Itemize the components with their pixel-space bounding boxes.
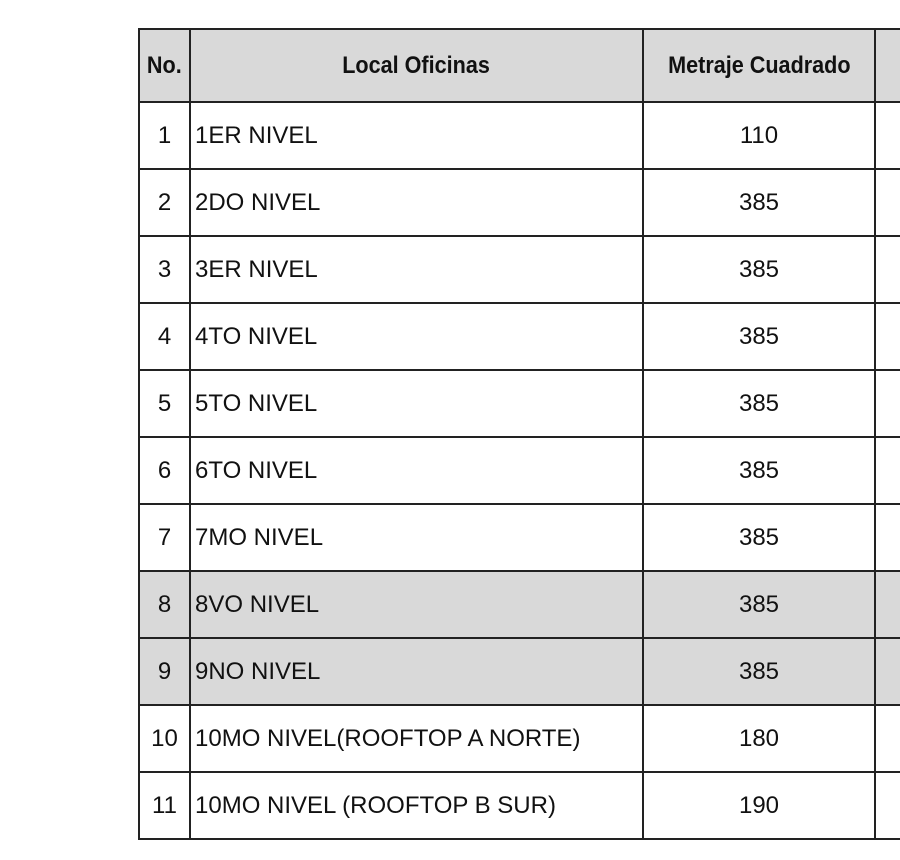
table-row [139,169,900,236]
cell-number: 1 [139,102,190,169]
office-space-table [138,28,900,840]
cell-extra [875,772,900,839]
column-header-local-oficinas: Local Oficinas [190,29,643,102]
cell-number: 11 [139,772,190,839]
cell-number: 2 [139,169,190,236]
cell-local-name: 10MO NIVEL(ROOFTOP A NORTE) [190,705,643,772]
table-row [139,370,900,437]
cell-square-meters: 385 [643,437,875,504]
cell-extra [875,169,900,236]
cell-extra [875,303,900,370]
cell-number: 9 [139,638,190,705]
table-row [139,303,900,370]
cell-number: 10 [139,705,190,772]
cell-square-meters: 385 [643,169,875,236]
table-row [139,437,900,504]
cell-local-name: 2DO NIVEL [190,169,643,236]
column-header-extra [875,29,900,102]
cell-extra [875,437,900,504]
table-row [139,571,900,638]
header-row [139,29,900,102]
cell-number: 7 [139,504,190,571]
cell-square-meters: 180 [643,705,875,772]
column-header-no: No. [139,29,190,102]
table-row [139,102,900,169]
table-body [139,102,900,839]
cell-square-meters: 385 [643,370,875,437]
cell-square-meters: 385 [643,638,875,705]
cell-square-meters: 385 [643,571,875,638]
cell-extra [875,102,900,169]
cell-local-name: 10MO NIVEL (ROOFTOP B SUR) [190,772,643,839]
cell-local-name: 7MO NIVEL [190,504,643,571]
cell-local-name: 5TO NIVEL [190,370,643,437]
cell-extra [875,236,900,303]
column-header-metraje-cuadrado: Metraje Cuadrado [643,29,875,102]
cell-extra [875,638,900,705]
cell-local-name: 6TO NIVEL [190,437,643,504]
cell-square-meters: 190 [643,772,875,839]
cell-local-name: 1ER NIVEL [190,102,643,169]
table-row [139,236,900,303]
cell-local-name: 4TO NIVEL [190,303,643,370]
cell-number: 3 [139,236,190,303]
cell-extra [875,504,900,571]
table-row [139,638,900,705]
cell-number: 5 [139,370,190,437]
cell-local-name: 3ER NIVEL [190,236,643,303]
cell-square-meters: 385 [643,236,875,303]
cell-number: 4 [139,303,190,370]
cell-extra [875,370,900,437]
cell-local-name: 9NO NIVEL [190,638,643,705]
cell-square-meters: 110 [643,102,875,169]
cell-square-meters: 385 [643,303,875,370]
cell-extra [875,571,900,638]
cell-extra [875,705,900,772]
cell-local-name: 8VO NIVEL [190,571,643,638]
cell-number: 8 [139,571,190,638]
cell-square-meters: 385 [643,504,875,571]
cell-number: 6 [139,437,190,504]
table-row [139,772,900,839]
table-row [139,504,900,571]
table-row [139,705,900,772]
